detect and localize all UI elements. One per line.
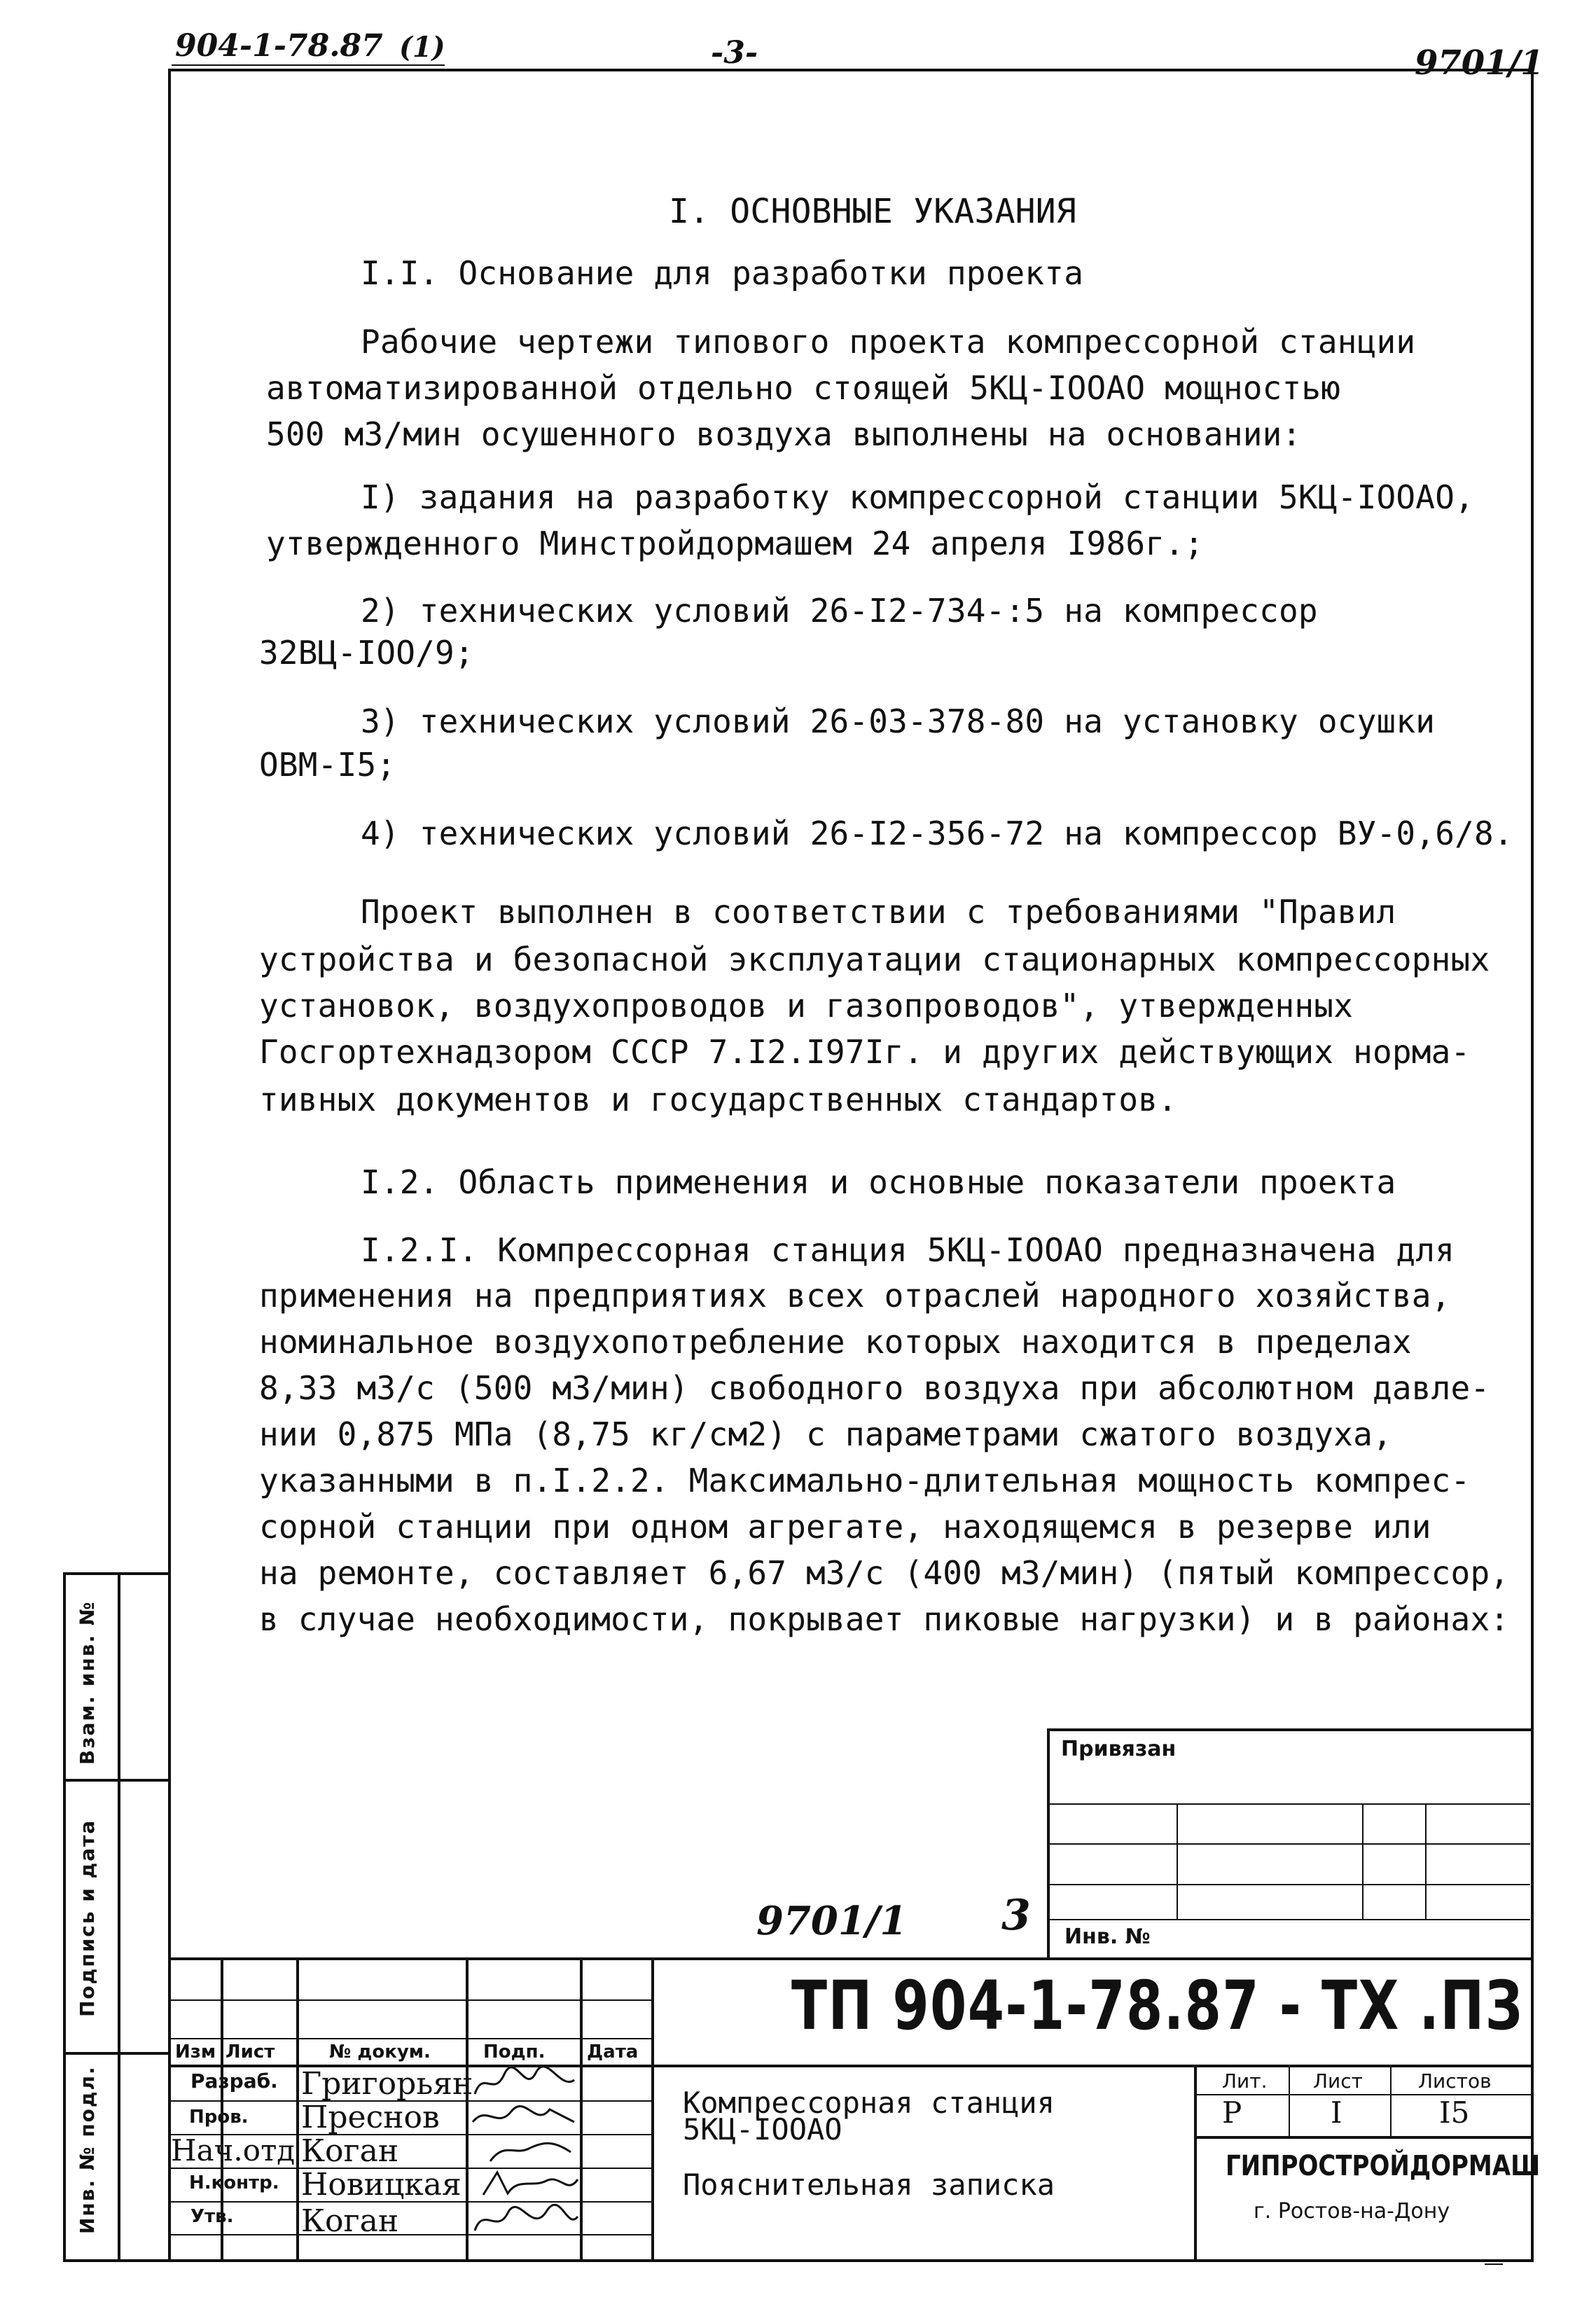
list-item: 3) технических условий 26-03-378-80 на установку осушки	[361, 702, 1436, 740]
role-nach-otd: Нач.отд	[171, 2133, 296, 2168]
frame-bottom	[63, 2259, 1534, 2262]
role-n-kontr: Н.контр.	[189, 2172, 279, 2193]
text-line: номинальное воздухопотребление которых находится в пределах	[259, 1323, 1412, 1361]
name-prov: Преснов	[301, 2100, 440, 2135]
role-prov: Пров.	[189, 2107, 249, 2128]
sheet-label: Лист	[1313, 2069, 1363, 2093]
text-line: на ремонте, составляет 6,67 м3/с (400 м3/мин) (пятый компрессор,	[259, 1554, 1510, 1592]
text-line: в случае необходимости, покрывает пиковые нагрузки) и в районах:	[259, 1600, 1510, 1638]
text-line: указанными в п.I.2.2. Максимально-длительная мощность компрес-	[259, 1462, 1471, 1499]
signature-prov	[469, 2101, 581, 2135]
side-strip-left	[63, 1572, 66, 2262]
col-list-label: Лист	[225, 2041, 275, 2062]
text-line: 500 м3/мин осушенного воздуха выполнены на основании:	[266, 415, 1302, 453]
text-line: 8,33 м3/с (500 м3/мин) свободного воздуха при абсолютном давле-	[259, 1369, 1490, 1407]
privyazan-title: Привязан	[1061, 1737, 1177, 1761]
bottom-right-mark	[1485, 2263, 1503, 2265]
section-title: I. ОСНОВНЫЕ УКАЗАНИЯ	[669, 192, 1076, 231]
tb-col-sheet	[1390, 2065, 1392, 2136]
organization-name: ГИПРОСТРОЙДОРМАШ	[1226, 2150, 1541, 2182]
text-line: тивных документов и государственных стандартов.	[259, 1081, 1178, 1118]
tb-col-dokum	[466, 1957, 469, 2261]
privyazan-top	[1047, 1728, 1534, 1731]
list-item: 2) технических условий 26-I2-734-:5 на компрессор	[361, 592, 1318, 630]
frame-left	[168, 69, 171, 2261]
text-line: установок, воздухопроводов и газопроводов", утвержденных	[259, 987, 1354, 1025]
lit-value: Р	[1222, 2095, 1242, 2130]
document-code: ТП 904-1-78.87 - ТХ .ПЗ	[791, 1967, 1524, 2045]
sheet-value: I	[1331, 2095, 1342, 2130]
role-utv: Утв.	[190, 2206, 234, 2227]
list-item: I) задания на разработку компрессорной станции 5КЦ-IOOAO,	[361, 478, 1474, 516]
tb-col-list	[296, 1957, 299, 2261]
subsection-title: I.I. Основание для разработки проекта	[361, 254, 1084, 292]
tb-col-data	[651, 1957, 654, 2261]
sheets-label: Листов	[1418, 2069, 1492, 2093]
privyazan-col-1	[1177, 1803, 1178, 1919]
frame-right	[1531, 69, 1534, 2261]
text-line: устройства и безопасной эксплуатации стационарных компрессорных	[259, 941, 1490, 978]
privyazan-col-3	[1425, 1803, 1427, 1919]
page-number: -3-	[711, 35, 758, 71]
text-line: применения на предприятиях всех отраслей народного хозяйства,	[259, 1277, 1451, 1315]
signature-n-kontr	[476, 2167, 581, 2202]
privyazan-row-3	[1047, 1884, 1530, 1885]
side-label-vzam-inv: Взам. инв. №	[76, 1600, 99, 1765]
variant-handwritten: (1)	[399, 31, 445, 64]
side-label-podpis-data: Подпись и дата	[76, 1819, 99, 2017]
col-data-label: Дата	[587, 2041, 639, 2062]
text-line: Госгортехнадзором СССР 7.I2.I97Iг. и других действующих норма-	[259, 1033, 1471, 1071]
privyazan-row-4	[1047, 1919, 1530, 1920]
project-title-line-2: 5КЦ-IOOAO	[683, 2112, 842, 2147]
document-title: Пояснительная записка	[683, 2168, 1055, 2202]
col-izm-label: Изм	[175, 2041, 216, 2062]
col-dokum-label: № докум.	[329, 2041, 431, 2062]
text-line: нии 0,875 МПа (8,75 кг/см2) с параметрами сжатого воздуха,	[259, 1415, 1392, 1453]
tb-col-lit	[1289, 2065, 1290, 2136]
text-line: Проект выполнен в соответствии с требованиями "Правил	[361, 893, 1396, 931]
side-strip-sep-1	[63, 1779, 168, 1782]
signature-nach-otd	[483, 2135, 581, 2168]
signature-razrab	[469, 2066, 581, 2101]
tb-change-row-1	[168, 1999, 651, 2001]
side-strip-divider	[118, 1572, 120, 2262]
name-n-kontr: Новицкая	[301, 2167, 462, 2203]
text-line: 32ВЦ-IOO/9;	[259, 634, 474, 672]
list-item: 4) технических условий 26-I2-356-72 на компрессор ВУ-0,6/8.	[361, 814, 1513, 852]
tb-change-row-2	[168, 2038, 651, 2039]
archive-number-handwritten: 9701/1	[1415, 43, 1544, 83]
text-line: утвержденного Минстройдормашем 24 апреля I986г.;	[266, 525, 1204, 562]
role-razrab: Разраб.	[190, 2069, 278, 2093]
side-label-inv-podl: Инв. № подл.	[76, 2065, 99, 2234]
tb-right-row	[1194, 2136, 1534, 2139]
col-podp-label: Подп.	[483, 2041, 546, 2062]
tb-meta-header-row	[1194, 2094, 1534, 2095]
header-underline	[172, 64, 445, 66]
doc-ref-handwritten: 904-1-78.87	[175, 28, 383, 64]
text-line: Рабочие чертежи типового проекта компрессорной станции	[361, 323, 1416, 361]
frame-top	[168, 69, 1534, 71]
privyazan-row-1	[1047, 1803, 1530, 1805]
name-utv: Коган	[301, 2203, 399, 2239]
privyazan-col-2	[1362, 1803, 1363, 1919]
sheets-value: I5	[1439, 2095, 1470, 2130]
text-line: I.2.I. Компрессорная станция 5КЦ-IOOAO предназначена для	[361, 1231, 1455, 1269]
name-nach-otd: Коган	[301, 2133, 399, 2169]
privyazan-inv-label: Инв. №	[1064, 1925, 1151, 1949]
privyazan-handwritten-sheet: 3	[1001, 1891, 1031, 1940]
privyazan-handwritten-number: 9701/1	[756, 1898, 908, 1944]
side-strip-top	[63, 1572, 168, 1575]
side-strip-sep-2	[63, 2052, 168, 2055]
privyazan-row-2	[1047, 1843, 1530, 1845]
tb-top	[168, 1957, 1534, 1960]
text-line: ОВМ-I5;	[259, 746, 396, 784]
signature-utv	[469, 2199, 581, 2241]
text-line: сорной станции при одном агрегате, находящемся в резерве или	[259, 1508, 1431, 1546]
lit-label: Лит.	[1222, 2069, 1268, 2093]
name-razrab: Григорьян	[301, 2066, 473, 2102]
text-line: автоматизированной отдельно стоящей 5КЦ-IOOAO мощностью	[266, 369, 1341, 407]
organization-city: г. Ростов-на-Дону	[1254, 2199, 1450, 2224]
project-title-line-1: Компрессорная станция	[683, 2086, 1055, 2120]
subsection-title: I.2. Область применения и основные показатели проекта	[361, 1163, 1396, 1201]
